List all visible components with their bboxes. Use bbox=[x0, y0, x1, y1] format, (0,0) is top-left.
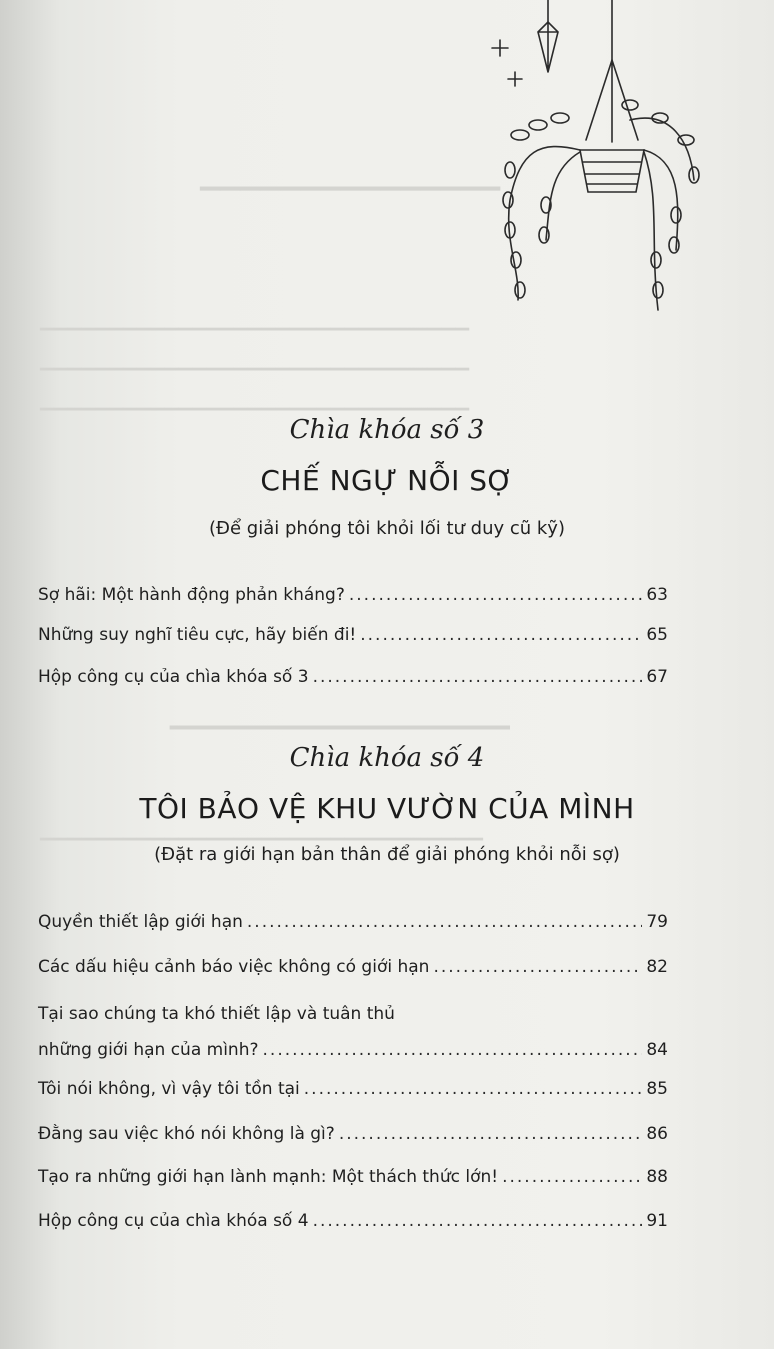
dot-leader bbox=[502, 1167, 642, 1187]
toc-entry-title: Hộp công cụ của chìa khóa số 3 bbox=[38, 667, 309, 687]
key3-heading: Chìa khóa số 3 bbox=[289, 415, 485, 445]
toc-entry-page: 82 bbox=[646, 957, 668, 977]
key4-title: TÔI BẢO VỆ KHU VƯỜN CỦA MÌNH bbox=[139, 792, 635, 825]
dot-leader bbox=[304, 1079, 643, 1099]
toc-entry-page: 63 bbox=[646, 585, 668, 605]
toc-entry[interactable] bbox=[38, 667, 668, 697]
toc-entry-title[interactable]: Tại sao chúng ta khó thiết lập và tuân thủ bbox=[38, 1004, 395, 1024]
toc-entry-title: Hộp công cụ của chìa khóa số 4 bbox=[38, 1211, 309, 1231]
toc-entry-title: Tôi nói không, vì vậy tôi tồn tại bbox=[38, 1079, 300, 1099]
toc-entry-page: 79 bbox=[646, 912, 668, 932]
hanging-plant-icon bbox=[480, 0, 720, 330]
key4-heading: Chìa khóa số 4 bbox=[289, 743, 485, 773]
toc-entry-title: Quyền thiết lập giới hạn bbox=[38, 912, 243, 932]
toc-entry[interactable] bbox=[38, 625, 668, 655]
toc-entry[interactable] bbox=[38, 585, 668, 615]
dot-leader bbox=[313, 667, 643, 687]
toc-entry[interactable] bbox=[38, 1040, 668, 1070]
toc-entry-title: Những suy nghĩ tiêu cực, hãy biến đi! bbox=[38, 625, 357, 645]
toc-entry-page: 86 bbox=[646, 1124, 668, 1144]
key3-subtitle: (Để giải phóng tôi khỏi lối tư duy cũ kỹ) bbox=[209, 518, 565, 539]
toc-entry-page: 85 bbox=[646, 1079, 668, 1099]
dot-leader bbox=[433, 957, 642, 977]
toc-entry[interactable] bbox=[38, 1211, 668, 1241]
toc-entry-title: Tạo ra những giới hạn lành mạnh: Một thách thức lớn! bbox=[38, 1167, 499, 1187]
toc-entry[interactable] bbox=[38, 957, 668, 987]
toc-page: ▔▔▔▔▔▔▔▔▔▔▔▔▔▔▔ ▁▁▁▁▁▁▁▁▁▁▁▁▁▁▁▁▁▁▁▁▁▁▁▁▁▁▁▁▁▁▁ ▁▁▁▁▁▁▁▁▁▁▁▁▁▁▁▁▁▁▁▁▁▁▁▁▁▁▁▁▁▁▁ ▁▁▁▁▁▁▁▁▁▁▁▁▁▁▁▁▁▁▁▁▁▁▁▁▁▁▁▁▁▁▁ ▁▁▁▁▁▁▁▁▁▁▁▁▁▁▁▁▁ ▁▁▁▁▁▁▁▁▁▁▁▁▁▁▁▁▁▁▁▁▁▁▁▁▁▁▁▁▁▁▁▁ Chìa khóa số 3 CHẾ NGỰ NỖI SỢ (Để giải phóng tôi khỏi lối tư duy cũ kỹ) Sợ hãi: Một hành động phản kháng? ..... 63 Những suy nghĩ tiêu cực, hãy biến đi! ..... 65 Hộp công cụ của chìa khóa số 3 ..... 67 Chìa khóa số 4 TÔI BẢO VỆ KHU VƯỜN CỦA MÌNH (Đặt ra giới hạn bản thân để giải phóng khỏi nỗi sợ) Quyền thiết lập giới hạn ..... 79 Các dấu hiệu cảnh báo việc không có giới hạn ..... 82 Tại sao chúng ta khó thiết lập và tuân thủ những giới hạn của mình? ..... 84 Tôi nói không, vì vậy tôi tồn tại ..... 85 Đằng sau việc khó nói không là gì? ..... 86 Tạo ra những giới hạn lành mạnh: Một thách thức lớn! ..... 88 Hộp công cụ của chìa khóa số 4 ..... 91 bbox=[0, 0, 774, 1349]
toc-entry-page: 65 bbox=[646, 625, 668, 645]
dot-leader bbox=[263, 1040, 643, 1060]
toc-entry-page: 91 bbox=[646, 1211, 668, 1231]
toc-entry[interactable] bbox=[38, 1124, 668, 1154]
toc-entry-title: Đằng sau việc khó nói không là gì? bbox=[38, 1124, 335, 1144]
dot-leader bbox=[313, 1211, 643, 1231]
toc-entry-page: 88 bbox=[646, 1167, 668, 1187]
toc-entry[interactable] bbox=[38, 1167, 668, 1197]
dot-leader bbox=[339, 1124, 643, 1144]
toc-entry[interactable] bbox=[38, 1079, 668, 1109]
toc-entry-title: Các dấu hiệu cảnh báo việc không có giới hạn bbox=[38, 957, 430, 977]
toc-entry[interactable] bbox=[38, 912, 668, 942]
toc-entry-title: Sợ hãi: Một hành động phản kháng? bbox=[38, 585, 345, 605]
toc-entry-title: những giới hạn của mình? bbox=[38, 1040, 259, 1060]
toc-entry-page: 84 bbox=[646, 1040, 668, 1060]
toc-entry-page: 67 bbox=[646, 667, 668, 687]
dot-leader bbox=[360, 625, 642, 645]
key3-title: CHẾ NGỰ NỖI SỢ bbox=[260, 464, 514, 497]
dot-leader bbox=[247, 912, 642, 932]
key4-subtitle: (Đặt ra giới hạn bản thân để giải phóng khỏi nỗi sợ) bbox=[154, 844, 620, 865]
dot-leader bbox=[349, 585, 642, 605]
